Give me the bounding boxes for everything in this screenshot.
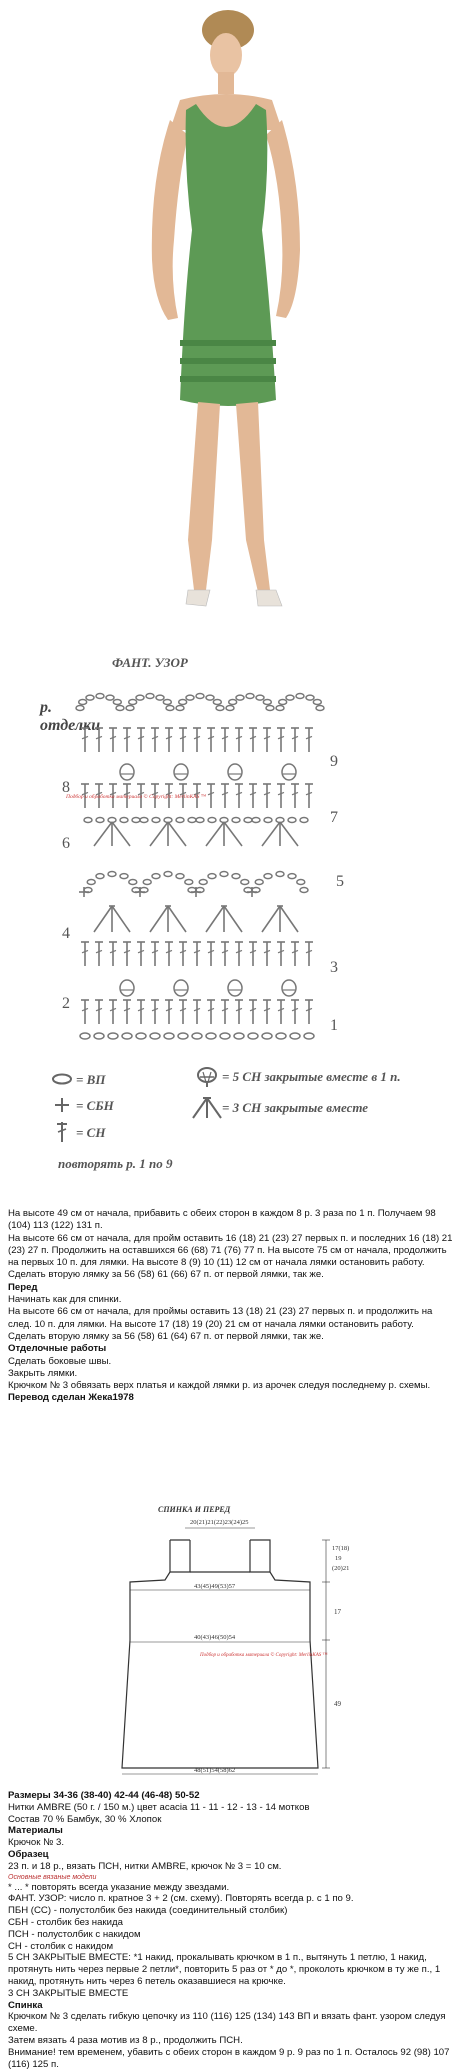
chain-stitch — [108, 1033, 118, 1039]
note-line: Основные вязаные модели — [8, 1873, 97, 1881]
chain-stitch — [236, 695, 244, 700]
decrease-fan-icon — [193, 1098, 221, 1118]
instruction-paragraph: 5 СН ЗАКРЫТЫЕ ВМЕСТЕ: *1 накид, прокалывать крючком в 1 п., вытянуть 1 петлю, 1 накид, протянуть нить через первые 2 петли*, повторить 5 раз от * до *, проколоть крючком в ту же п., 1 накид, протянуть нить через 6 петель оказавшиеся на крючке. — [8, 1952, 441, 1987]
chain-stitch — [196, 818, 204, 823]
cluster-icon — [198, 1068, 216, 1087]
stitch-stroke — [94, 906, 112, 932]
instruction-paragraph: На высоте 66 см от начала, для пройм оставить 16 (18) 21 (23) 27 первых п. и последних 16 (18) 21 (23) 27 п. Продолжить на оставшихся 66 (68) 71 (76) 77 п. На высоте 75 см от начала, продолжить на первых 10 п. для лямки. На высоте 8 (9) 10 (11) 12 см от начала лямки остановить работу. — [8, 1232, 453, 1269]
instruction-paragraph: Начинать как для спинки. — [8, 1294, 122, 1306]
stitch-stroke — [150, 822, 168, 846]
double-crochet-icon — [57, 1122, 67, 1142]
chain-stitch — [164, 818, 172, 823]
instruction-paragraph: СБН - столбик без накида — [8, 1916, 123, 1928]
chain-stitch — [206, 1033, 216, 1039]
schematic-watermark: Подбор и обработка материала © Copyright: MerlinKAS ™ — [200, 1653, 328, 1658]
chain-stitch — [79, 700, 87, 705]
legend-item-sbn — [55, 1098, 115, 1113]
instruction-paragraph: Сделать вторую лямку за 56 (58) 61 (66) 67 п. от первой лямки, так же. — [8, 1269, 324, 1281]
chain-stitch — [94, 1033, 104, 1039]
chain-stitch — [282, 980, 296, 996]
chain-stitch — [313, 700, 321, 705]
chain-stitch — [264, 818, 272, 823]
row-number-2: 2 — [62, 995, 70, 1012]
stitch-chart — [0, 680, 460, 1180]
chain-stitch — [288, 874, 296, 879]
chain-stitch — [96, 874, 104, 879]
garment-schematic — [0, 1490, 460, 1780]
chain-stitch — [136, 1033, 146, 1039]
chain-stitch — [84, 818, 92, 823]
chain-stitch — [229, 700, 237, 705]
chain-stitch — [220, 1033, 230, 1039]
chain-stitch — [179, 700, 187, 705]
chain-stitch — [176, 818, 184, 823]
stitch-stroke — [168, 822, 186, 846]
chain-stitch — [108, 872, 116, 877]
single-crochet-icon — [55, 1098, 69, 1112]
section-heading: Отделочные работы — [8, 1343, 107, 1355]
chain-stitch — [241, 880, 249, 885]
stitch-stroke — [112, 906, 130, 932]
model-photo — [0, 0, 460, 640]
stitch-stroke — [94, 822, 112, 846]
instruction-paragraph: Нитки AMBRE (50 г. / 150 м.) цвет acacia 11 - 11 - 12 - 13 - 14 мотков — [8, 1801, 310, 1813]
instruction-paragraph: ПСН - полустолбик с накидом — [8, 1928, 141, 1940]
chain-stitch — [296, 694, 304, 699]
chain-stitch — [122, 1033, 132, 1039]
instruction-paragraph: Внимание! тем временем, убавить с обеих сторон в каждом 9 р. 9 раз по 1 п. Осталось 92 (98) 107 (116) 125 п. — [8, 2046, 450, 2070]
chain-stitch — [264, 874, 272, 879]
chain-stitch — [164, 872, 172, 877]
chain-stitch — [152, 818, 160, 823]
chain-stitch — [208, 874, 216, 879]
section-heading: Перед — [8, 1281, 38, 1293]
instruction-paragraph: Крючком № 3 обвязать верх платья и каждой лямки р. из арочек следуя последнему р. схемы. — [8, 1380, 431, 1392]
chain-stitch — [96, 818, 104, 823]
chart-title: ФАНТ. УЗОР — [112, 655, 188, 670]
side-label-2: отделки — [40, 717, 101, 734]
legend-text-sn: = СН — [76, 1125, 106, 1140]
chain-stitch — [176, 874, 184, 879]
side-label-1: р. — [40, 699, 52, 716]
stitch-stroke — [280, 906, 298, 932]
section-heading: Образец — [8, 1848, 49, 1860]
chain-stitch — [178, 1033, 188, 1039]
chain-stitch — [306, 695, 314, 700]
legend-item-cluster — [198, 1068, 401, 1087]
row-number-6: 6 — [62, 835, 70, 852]
stitch-stroke — [206, 822, 224, 846]
chain-stitch — [256, 695, 264, 700]
chain-stitch — [262, 1033, 272, 1039]
chain-stitch — [146, 694, 154, 699]
chain-stitch — [174, 764, 188, 780]
mid-width-label: 40(43)46(50)54 — [194, 1634, 236, 1641]
stitch-stroke — [150, 906, 168, 932]
instruction-paragraph: Крючком № 3 сделать гибкую цепочку из 110 (116) 125 (134) 143 ВП и вязать фант. узором следуя схеме. — [8, 2011, 446, 2035]
chain-stitch — [234, 1033, 244, 1039]
chain-stitch — [228, 980, 242, 996]
chain-stitch — [120, 818, 128, 823]
stitch-stroke — [224, 822, 242, 846]
chain-stitch — [248, 1033, 258, 1039]
chain-stitch — [132, 818, 140, 823]
chain-stitch — [288, 818, 296, 823]
strap-height-label-2: 19 — [335, 1555, 342, 1562]
chain-stitch — [252, 818, 260, 823]
chain-stitch — [196, 694, 204, 699]
strap-width-label: 20(21)21(22)23(24)25 — [190, 1519, 249, 1526]
instruction-paragraph: ФАНТ. УЗОР: число п. кратное 3 + 2 (см. схему). Повторять всегда р. с 1 по 9. — [8, 1893, 354, 1905]
strap-height-label-3: (20)21 — [332, 1565, 350, 1572]
chain-stitch — [163, 700, 171, 705]
row-number-9: 9 — [330, 753, 338, 770]
instruction-paragraph: На высоте 49 см от начала, прибавить с обеих сторон в каждом 8 р. 3 раза по 1 п. Получаем 98 (104) 113 (122) 131 п. — [8, 1208, 436, 1232]
row-number-1: 1 — [330, 1017, 338, 1034]
chain-stitch — [276, 706, 284, 711]
chain-stitch — [192, 1033, 202, 1039]
instruction-paragraph: Сделать боковые швы. — [8, 1355, 112, 1367]
chain-stitch — [76, 706, 84, 711]
chain-stitch — [266, 706, 274, 711]
chain-stitch — [304, 1033, 314, 1039]
chain-stitch — [136, 695, 144, 700]
strap-height-label-1: 17(18) — [332, 1545, 350, 1552]
instruction-paragraph: СН - столбик с накидом — [8, 1940, 114, 1952]
chain-stitch — [126, 706, 134, 711]
chain-stitch — [226, 706, 234, 711]
legend-text-fan: = 3 СН закрытые вместе — [222, 1100, 369, 1115]
chain-stitch — [276, 818, 284, 823]
chain-stitch — [106, 695, 114, 700]
chain-stitch — [188, 818, 196, 823]
chain-stitch — [220, 818, 228, 823]
chain-stitch-icon — [53, 1075, 71, 1084]
row-number-8: 8 — [62, 779, 70, 796]
row-number-3: 3 — [330, 959, 338, 976]
height-lower-label: 49 — [334, 1700, 341, 1708]
chain-stitch — [316, 706, 324, 711]
chain-stitch — [300, 888, 308, 893]
bottom-width-label: 48(51)54(58)62 — [194, 1767, 236, 1774]
chain-stitch — [276, 872, 284, 877]
chain-stitch — [129, 880, 137, 885]
stitch-stroke — [168, 906, 186, 932]
chain-stitch — [232, 874, 240, 879]
chain-stitch — [164, 1033, 174, 1039]
straps-outline — [170, 1540, 270, 1572]
instruction-paragraph: Закрыть лямки. — [8, 1367, 78, 1379]
chain-stitch — [300, 818, 308, 823]
chain-stitch — [297, 880, 305, 885]
chain-stitch — [156, 695, 164, 700]
row-number-4: 4 — [62, 925, 70, 942]
chain-stitch — [150, 1033, 160, 1039]
section-heading: Материалы — [8, 1825, 63, 1837]
chain-stitch — [228, 764, 242, 780]
chain-stitch — [186, 695, 194, 700]
chain-stitch — [87, 880, 95, 885]
chain-stitch — [199, 880, 207, 885]
row-number-5: 5 — [336, 873, 344, 890]
legend — [53, 1068, 401, 1171]
instruction-paragraph: 3 СН ЗАКРЫТЫЕ ВМЕСТЕ — [8, 1987, 129, 1999]
chain-stitch — [213, 700, 221, 705]
chain-stitch — [206, 695, 214, 700]
stitch-stroke — [206, 906, 224, 932]
instruction-paragraph: Сделать вторую лямку за 56 (58) 61 (64) 67 п. от первой лямки, так же. — [8, 1330, 324, 1342]
chain-stitch — [220, 872, 228, 877]
chain-stitch — [86, 695, 94, 700]
chain-stitch — [185, 880, 193, 885]
legend-text-cluster: = 5 СН закрытые вместе в 1 п. — [222, 1069, 401, 1084]
section-heading: Перевод сделан Жека1978 — [8, 1392, 134, 1404]
stitch-chart-svg — [0, 680, 460, 1180]
instruction-paragraph: Затем вязать 4 раза мотив из 8 р., продолжить ПСН. — [8, 2034, 243, 2046]
legend-text-sbn: = СБН — [76, 1098, 114, 1113]
section-heading: Размеры 34-36 (38-40) 42-44 (46-48) 50-52 — [8, 1790, 200, 1801]
row-number-7: 7 — [330, 809, 338, 826]
chain-stitch — [140, 818, 148, 823]
stitch-stroke — [280, 822, 298, 846]
chain-stitch — [232, 818, 240, 823]
chain-stitch — [116, 706, 124, 711]
chart-grid — [76, 694, 324, 1040]
upper-width-label: 43(45)49(53)57 — [194, 1583, 236, 1590]
chain-stitch — [129, 700, 137, 705]
chain-stitch — [255, 880, 263, 885]
repeat-text: повторять р. 1 по 9 — [58, 1156, 173, 1171]
section-heading: Спинка — [8, 1999, 43, 2011]
chain-stitch — [216, 706, 224, 711]
chain-stitch — [208, 818, 216, 823]
instruction-paragraph: 23 п. и 18 р., вязать ПСН, нитки AMBRE, крючок № 3 = 10 см. — [8, 1860, 282, 1872]
chart-watermark: Подбор и обработка материала © Copyright: MerlinKAS ™ — [66, 794, 207, 800]
legend-text-vp: = ВП — [76, 1072, 106, 1087]
instruction-paragraph: ПБН (СС) - полустолбик без накида (соединительный столбик) — [8, 1905, 288, 1917]
stitch-stroke — [224, 906, 242, 932]
schematic-svg — [0, 1490, 460, 1780]
dress-model-illustration — [0, 0, 460, 640]
chain-stitch — [263, 700, 271, 705]
chain-stitch — [143, 880, 151, 885]
chain-stitch — [276, 1033, 286, 1039]
instruction-paragraph: На высоте 66 см от начала, для проймы оставить 13 (18) 21 (23) 27 первых п. и продолжить на след. 10 п. для лямки. На высоте 17 (18) 19 (20) 21 см от начала лямки остановить работу. — [8, 1306, 433, 1330]
chain-stitch — [290, 1033, 300, 1039]
instructions-part-2 — [8, 1790, 456, 2070]
chain-stitch — [176, 706, 184, 711]
chain-stitch — [113, 700, 121, 705]
chain-stitch — [246, 694, 254, 699]
chain-stitch — [96, 694, 104, 699]
stitch-stroke — [262, 822, 280, 846]
chain-stitch — [80, 1033, 90, 1039]
chain-stitch — [120, 874, 128, 879]
chain-stitch — [282, 764, 296, 780]
instructions-part-1 — [8, 1208, 456, 1405]
schematic-title: СПИНКА И ПЕРЕД — [158, 1505, 231, 1514]
chain-stitch — [120, 980, 134, 996]
stitch-stroke — [262, 906, 280, 932]
body-outline — [122, 1572, 318, 1768]
chain-stitch — [108, 818, 116, 823]
instruction-paragraph: Состав 70 % Бамбук, 30 % Хлопок — [8, 1813, 162, 1825]
chain-stitch — [152, 874, 160, 879]
chain-stitch — [174, 980, 188, 996]
chain-stitch — [244, 818, 252, 823]
chain-stitch — [120, 764, 134, 780]
chain-stitch — [279, 700, 287, 705]
height-upper-label: 17 — [334, 1608, 341, 1616]
instruction-paragraph: Крючок № 3. — [8, 1837, 65, 1849]
legend-item-sn — [57, 1122, 106, 1142]
legend-item-fan — [193, 1098, 368, 1118]
chain-stitch — [166, 706, 174, 711]
chain-stitch — [286, 695, 294, 700]
stitch-stroke — [112, 822, 130, 846]
legend-item-vp — [53, 1072, 106, 1087]
instruction-paragraph: * ... * повторять всегда указание между звездами. — [8, 1881, 230, 1893]
